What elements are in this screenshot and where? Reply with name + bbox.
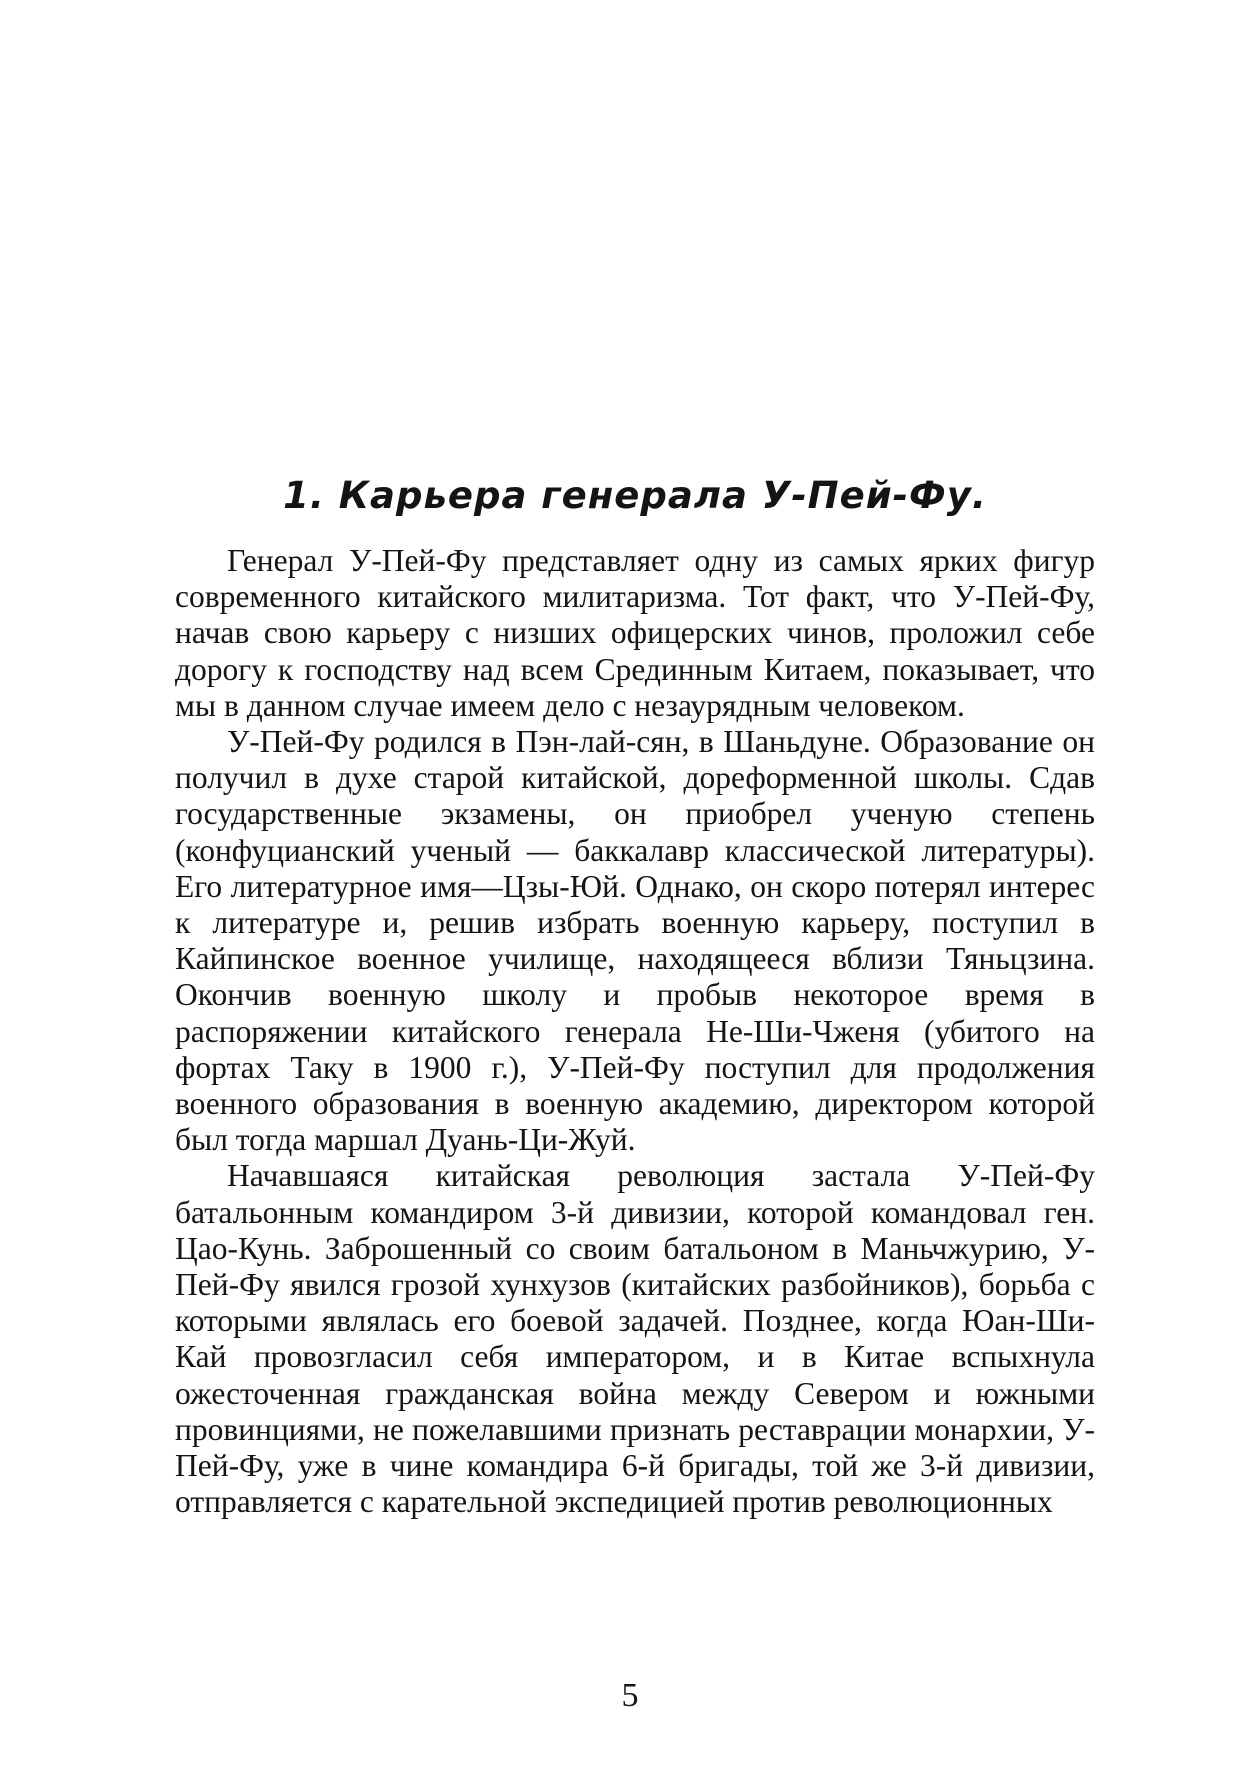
body-text xyxy=(175,543,1095,1520)
paragraph-3: Начавшаяся китайская революция застала У-Пей-Фу батальонным командиром 3-й дивизии, которой командовал ген. Цао-Кунь. Заброшенный со своим батальоном в Маньчжурию, У-Пей-Фу явился грозой хунхузов (китайских разбойников), борьба с которыми являлась его боевой задачей. Позднее, когда Юан-Ши-Кай провозгласил себя императором, и в Китае вспыхнула ожесточенная гражданская война между Севером и южными провинциями, не пожелавшими признать реставрации монархии, У-Пей-Фу, уже в чине командира 6-й бригады, той же 3-й дивизии, отправляется с карательной экспедицией против революционных xyxy=(175,1158,1095,1520)
paragraph-1: Генерал У-Пей-Фу представляет одну из самых ярких фигур современного китайского милитаризма. Тот факт, что У-Пей-Фу, начав свою карьеру с низших офицерских чинов, проложил себе дорогу к господству над всем Срединным Китаем, показывает, что мы в данном случае имеем дело с незаурядным человеком. xyxy=(175,543,1095,723)
paragraph-2: У-Пей-Фу родился в Пэн-лай-сян, в Шаньдуне. Образование он получил в духе старой китайской, дореформенной школы. Сдав государственные экзамены, он приобрел ученую степень (конфуцианский ученый — баккалавр классической литературы). Его литературное имя—Цзы-Юй. Однако, он скоро потерял интерес к литературе и, решив избрать военную карьеру, поступил в Кайпинское военное училище, находящееся вблизи Тяньцзина. Окончив военную школу и пробыв некоторое время в распоряжении китайского генерала Не-Ши-Чженя (убитого на фортах Таку в 1900 г.), У-Пей-Фу поступил для продолжения военного образования в военную академию, директором которой был тогда маршал Дуань-Ци-Жуй. xyxy=(175,724,1095,1158)
chapter-title: 1. Карьера генерала У-Пей-Фу. xyxy=(283,474,987,517)
page-number: 5 xyxy=(621,1677,639,1714)
